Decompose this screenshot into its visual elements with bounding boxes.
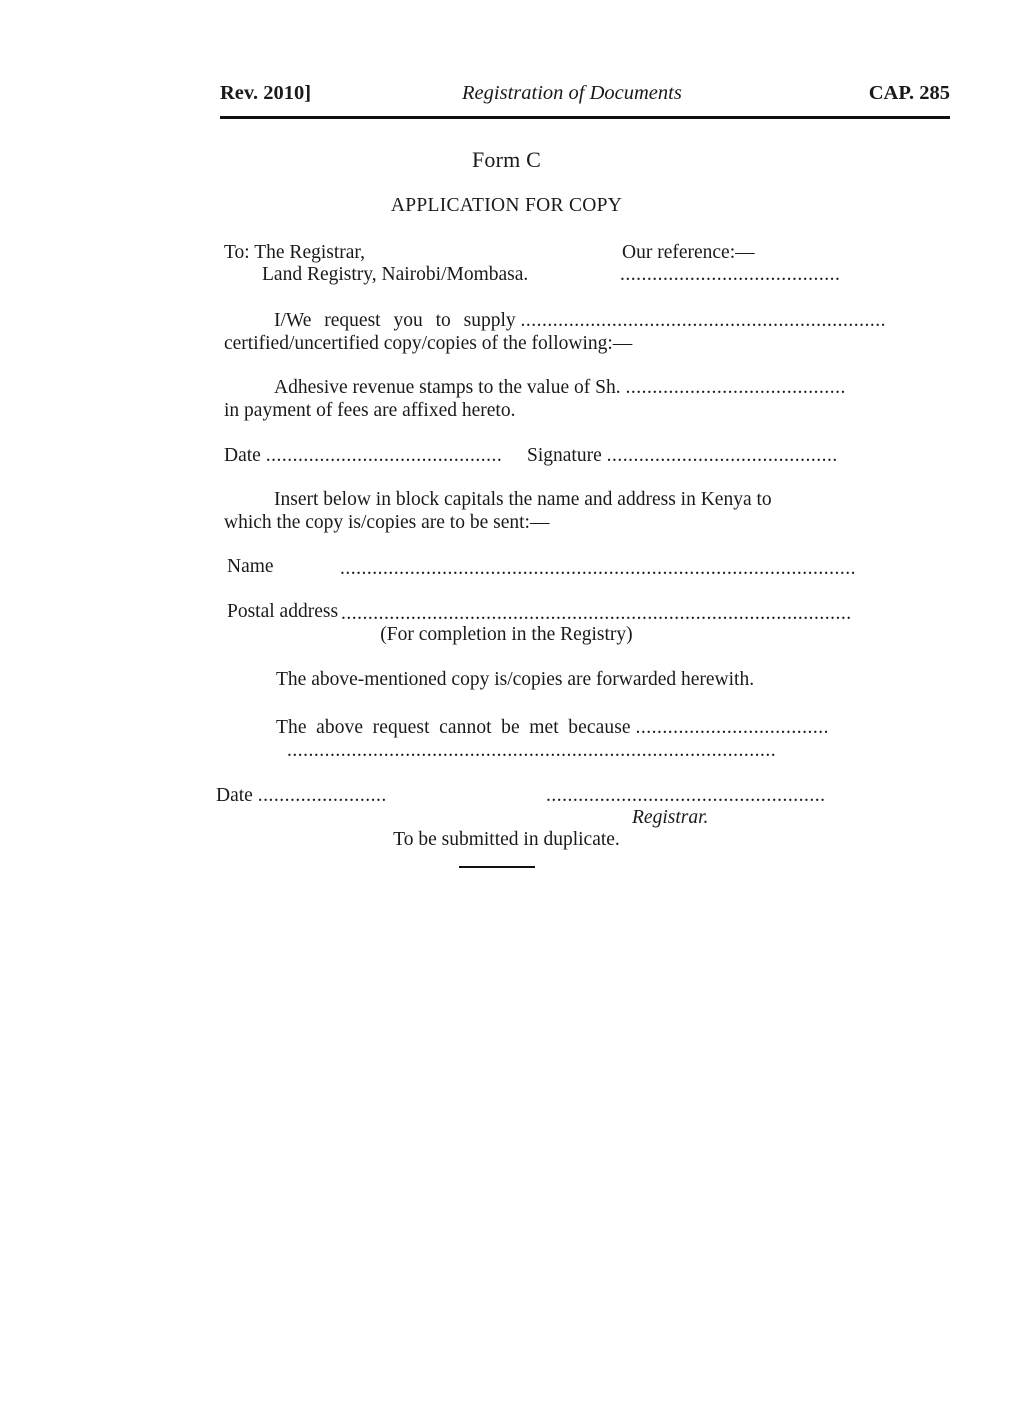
registrar-caption: Registrar.	[632, 807, 709, 828]
addressee-line-2: Land Registry, Nairobi/Mombasa.	[262, 264, 529, 285]
name-input-line[interactable]: ................................................................................................	[340, 558, 856, 579]
addressee-line-1: To: The Registrar,	[224, 242, 366, 263]
applicant-date-field	[224, 445, 502, 467]
registry-forwarded-text: The above-mentioned copy is/copies are forwarded herewith.	[276, 669, 755, 690]
instruction-line-1: Insert below in block capitals the name and address in Kenya to	[274, 489, 772, 510]
running-header	[220, 82, 950, 105]
request-line-1	[274, 310, 886, 332]
registrar-date-field	[216, 785, 387, 807]
registrar-date-input-line[interactable]: ........................	[257, 785, 387, 806]
footer-rule	[459, 866, 535, 868]
header-revision: Rev. 2010]	[220, 82, 312, 104]
registry-refusal-input-line-2[interactable]: ...........................................................................................	[287, 740, 777, 761]
duplicate-note: To be submitted in duplicate.	[393, 829, 620, 850]
applicant-signature-input-line[interactable]: ...........................................	[606, 445, 838, 466]
reference-label: Our reference:—	[622, 242, 755, 263]
registrar-date-label: Date	[216, 785, 253, 806]
stamps-value-input-line[interactable]: .........................................	[625, 377, 846, 398]
postal-address-label: Postal address	[227, 601, 339, 622]
reference-input-line[interactable]: .........................................	[620, 264, 841, 285]
name-label: Name	[227, 556, 274, 577]
applicant-signature-label: Signature	[527, 445, 602, 466]
registry-completion-note: (For completion in the Registry)	[380, 624, 633, 645]
postal-address-input-line[interactable]: ...............................................................................................	[341, 603, 852, 624]
applicant-date-label: Date	[224, 445, 261, 466]
registry-refusal-text: The above request cannot be met because	[276, 717, 631, 738]
header-rule	[220, 116, 950, 119]
stamps-line-1	[274, 377, 846, 399]
request-input-line[interactable]: ....................................................................	[520, 310, 887, 331]
request-line-2: certified/uncertified copy/copies of the following:—	[224, 333, 633, 354]
registry-refusal-line	[276, 717, 829, 739]
stamps-text: Adhesive revenue stamps to the value of Sh.	[274, 377, 621, 398]
registrar-signature-input-line[interactable]: ....................................................	[546, 785, 826, 806]
header-chapter: CAP. 285	[868, 82, 950, 104]
header-act-title: Registration of Documents	[462, 82, 682, 104]
request-text: I/We request you to supply	[274, 310, 516, 331]
registry-refusal-input-line[interactable]: ....................................	[635, 717, 830, 738]
stamps-line-2: in payment of fees are affixed hereto.	[224, 400, 516, 421]
form-subtitle: APPLICATION FOR COPY	[390, 195, 623, 216]
applicant-signature-field	[527, 445, 838, 467]
instruction-line-2: which the copy is/copies are to be sent:—	[224, 512, 550, 533]
page-title: Form C	[471, 147, 542, 172]
applicant-date-input-line[interactable]: ............................................	[265, 445, 503, 466]
